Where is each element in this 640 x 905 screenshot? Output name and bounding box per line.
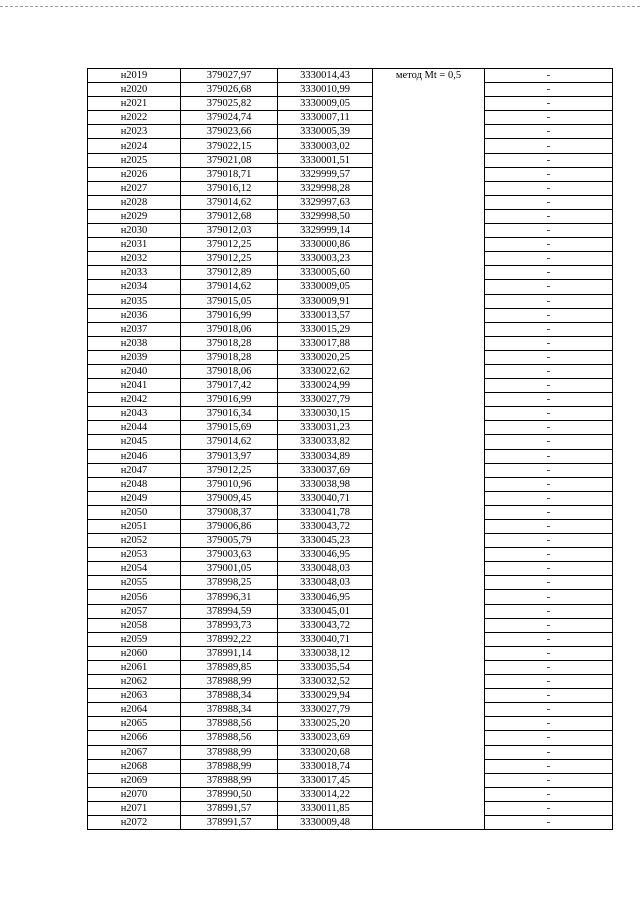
value-cell: - xyxy=(485,167,613,181)
value-cell: - xyxy=(485,731,613,745)
point-name-cell: н2025 xyxy=(88,153,181,167)
y-coordinate-cell: 3330007,11 xyxy=(278,111,373,125)
y-coordinate-cell: 3330043,72 xyxy=(278,618,373,632)
table-row xyxy=(88,717,613,731)
table-row xyxy=(88,745,613,759)
point-name-cell: н2030 xyxy=(88,224,181,238)
table-row xyxy=(88,590,613,604)
x-coordinate-cell: 378988,56 xyxy=(181,731,278,745)
table-row xyxy=(88,576,613,590)
y-coordinate-cell: 3330009,48 xyxy=(278,815,373,829)
table-row xyxy=(88,336,613,350)
point-name-cell: н2060 xyxy=(88,646,181,660)
table-row xyxy=(88,280,613,294)
y-coordinate-cell: 3330040,71 xyxy=(278,632,373,646)
value-cell: - xyxy=(485,815,613,829)
value-cell: - xyxy=(485,97,613,111)
y-coordinate-cell: 3330032,52 xyxy=(278,675,373,689)
value-cell: - xyxy=(485,618,613,632)
coordinates-table xyxy=(87,68,613,830)
y-coordinate-cell: 3330043,72 xyxy=(278,520,373,534)
value-cell: - xyxy=(485,477,613,491)
x-coordinate-cell: 379012,25 xyxy=(181,238,278,252)
table-row xyxy=(88,505,613,519)
x-coordinate-cell: 379018,71 xyxy=(181,167,278,181)
point-name-cell: н2027 xyxy=(88,181,181,195)
value-cell: - xyxy=(485,548,613,562)
y-coordinate-cell: 3330022,62 xyxy=(278,364,373,378)
coordinates-table-body xyxy=(88,69,613,830)
x-coordinate-cell: 379015,69 xyxy=(181,421,278,435)
y-coordinate-cell: 3330048,03 xyxy=(278,562,373,576)
point-name-cell: н2047 xyxy=(88,463,181,477)
y-coordinate-cell: 3330024,99 xyxy=(278,379,373,393)
y-coordinate-cell: 3330046,95 xyxy=(278,548,373,562)
table-row xyxy=(88,421,613,435)
value-cell: - xyxy=(485,393,613,407)
table-row xyxy=(88,83,613,97)
table-row xyxy=(88,181,613,195)
y-coordinate-cell: 3329998,50 xyxy=(278,209,373,223)
x-coordinate-cell: 379015,05 xyxy=(181,294,278,308)
point-name-cell: н2046 xyxy=(88,449,181,463)
x-coordinate-cell: 379024,74 xyxy=(181,111,278,125)
value-cell: - xyxy=(485,717,613,731)
point-name-cell: н2049 xyxy=(88,491,181,505)
point-name-cell: н2020 xyxy=(88,83,181,97)
x-coordinate-cell: 379006,86 xyxy=(181,520,278,534)
table-row xyxy=(88,379,613,393)
value-cell: - xyxy=(485,646,613,660)
y-coordinate-cell: 3330030,15 xyxy=(278,407,373,421)
value-cell: - xyxy=(485,153,613,167)
point-name-cell: н2040 xyxy=(88,364,181,378)
table-row xyxy=(88,787,613,801)
point-name-cell: н2022 xyxy=(88,111,181,125)
point-name-cell: н2044 xyxy=(88,421,181,435)
point-name-cell: н2024 xyxy=(88,139,181,153)
value-cell: - xyxy=(485,181,613,195)
y-coordinate-cell: 3330034,89 xyxy=(278,449,373,463)
y-coordinate-cell: 3330009,91 xyxy=(278,294,373,308)
point-name-cell: н2071 xyxy=(88,801,181,815)
table-row xyxy=(88,604,613,618)
x-coordinate-cell: 378989,85 xyxy=(181,660,278,674)
y-coordinate-cell: 3330015,29 xyxy=(278,322,373,336)
value-cell: - xyxy=(485,407,613,421)
x-coordinate-cell: 378993,73 xyxy=(181,618,278,632)
x-coordinate-cell: 378988,99 xyxy=(181,745,278,759)
point-name-cell: н2042 xyxy=(88,393,181,407)
value-cell: - xyxy=(485,379,613,393)
table-row xyxy=(88,520,613,534)
x-coordinate-cell: 378990,50 xyxy=(181,787,278,801)
y-coordinate-cell: 3330035,54 xyxy=(278,660,373,674)
value-cell: - xyxy=(485,590,613,604)
table-row xyxy=(88,195,613,209)
point-name-cell: н2045 xyxy=(88,435,181,449)
table-row xyxy=(88,632,613,646)
y-coordinate-cell: 3330000,86 xyxy=(278,238,373,252)
x-coordinate-cell: 378988,34 xyxy=(181,703,278,717)
table-row xyxy=(88,125,613,139)
value-cell: - xyxy=(485,562,613,576)
table-row xyxy=(88,209,613,223)
y-coordinate-cell: 3330027,79 xyxy=(278,393,373,407)
table-row xyxy=(88,449,613,463)
table-row xyxy=(88,322,613,336)
table-row xyxy=(88,675,613,689)
x-coordinate-cell: 379012,03 xyxy=(181,224,278,238)
point-name-cell: н2055 xyxy=(88,576,181,590)
value-cell: - xyxy=(485,520,613,534)
x-coordinate-cell: 379014,62 xyxy=(181,280,278,294)
value-cell: - xyxy=(485,252,613,266)
value-cell: - xyxy=(485,69,613,83)
table-row xyxy=(88,731,613,745)
point-name-cell: н2066 xyxy=(88,731,181,745)
point-name-cell: н2056 xyxy=(88,590,181,604)
y-coordinate-cell: 3330010,99 xyxy=(278,83,373,97)
value-cell: - xyxy=(485,83,613,97)
table-row xyxy=(88,266,613,280)
point-name-cell: н2058 xyxy=(88,618,181,632)
point-name-cell: н2072 xyxy=(88,815,181,829)
table-row xyxy=(88,773,613,787)
value-cell: - xyxy=(485,195,613,209)
x-coordinate-cell: 379012,25 xyxy=(181,252,278,266)
y-coordinate-cell: 3330041,78 xyxy=(278,505,373,519)
table-row xyxy=(88,534,613,548)
table-row xyxy=(88,69,613,83)
table-row xyxy=(88,463,613,477)
table-row xyxy=(88,562,613,576)
table-row xyxy=(88,294,613,308)
value-cell: - xyxy=(485,505,613,519)
x-coordinate-cell: 378992,22 xyxy=(181,632,278,646)
point-name-cell: н2029 xyxy=(88,209,181,223)
point-name-cell: н2052 xyxy=(88,534,181,548)
value-cell: - xyxy=(485,435,613,449)
table-row xyxy=(88,350,613,364)
y-coordinate-cell: 3329998,28 xyxy=(278,181,373,195)
x-coordinate-cell: 378998,25 xyxy=(181,576,278,590)
point-name-cell: н2067 xyxy=(88,745,181,759)
x-coordinate-cell: 378991,57 xyxy=(181,815,278,829)
table-row xyxy=(88,252,613,266)
x-coordinate-cell: 379001,05 xyxy=(181,562,278,576)
x-coordinate-cell: 378988,99 xyxy=(181,773,278,787)
value-cell: - xyxy=(485,238,613,252)
value-cell: - xyxy=(485,308,613,322)
x-coordinate-cell: 379017,42 xyxy=(181,379,278,393)
table-row xyxy=(88,703,613,717)
y-coordinate-cell: 3330046,95 xyxy=(278,590,373,604)
y-coordinate-cell: 3329999,14 xyxy=(278,224,373,238)
value-cell: - xyxy=(485,139,613,153)
x-coordinate-cell: 378994,59 xyxy=(181,604,278,618)
table-row xyxy=(88,646,613,660)
value-cell: - xyxy=(485,336,613,350)
x-coordinate-cell: 379005,79 xyxy=(181,534,278,548)
y-coordinate-cell: 3330013,57 xyxy=(278,308,373,322)
point-name-cell: н2043 xyxy=(88,407,181,421)
value-cell: - xyxy=(485,364,613,378)
y-coordinate-cell: 3330017,88 xyxy=(278,336,373,350)
y-coordinate-cell: 3330040,71 xyxy=(278,491,373,505)
x-coordinate-cell: 379016,99 xyxy=(181,308,278,322)
point-name-cell: н2064 xyxy=(88,703,181,717)
point-name-cell: н2061 xyxy=(88,660,181,674)
x-coordinate-cell: 378991,14 xyxy=(181,646,278,660)
y-coordinate-cell: 3330045,01 xyxy=(278,604,373,618)
x-coordinate-cell: 379009,45 xyxy=(181,491,278,505)
table-row xyxy=(88,167,613,181)
x-coordinate-cell: 379023,66 xyxy=(181,125,278,139)
y-coordinate-cell: 3330005,39 xyxy=(278,125,373,139)
point-name-cell: н2019 xyxy=(88,69,181,83)
point-name-cell: н2037 xyxy=(88,322,181,336)
table-row xyxy=(88,393,613,407)
value-cell: - xyxy=(485,576,613,590)
value-cell: - xyxy=(485,421,613,435)
table-row xyxy=(88,308,613,322)
point-name-cell: н2039 xyxy=(88,350,181,364)
value-cell: - xyxy=(485,801,613,815)
point-name-cell: н2036 xyxy=(88,308,181,322)
y-coordinate-cell: 3330009,05 xyxy=(278,97,373,111)
table-row xyxy=(88,364,613,378)
value-cell: - xyxy=(485,209,613,223)
value-cell: - xyxy=(485,266,613,280)
y-coordinate-cell: 3330003,02 xyxy=(278,139,373,153)
x-coordinate-cell: 378996,31 xyxy=(181,590,278,604)
table-row xyxy=(88,491,613,505)
point-name-cell: н2065 xyxy=(88,717,181,731)
x-coordinate-cell: 379022,15 xyxy=(181,139,278,153)
value-cell: - xyxy=(485,294,613,308)
x-coordinate-cell: 379018,06 xyxy=(181,322,278,336)
point-name-cell: н2069 xyxy=(88,773,181,787)
table-row xyxy=(88,548,613,562)
x-coordinate-cell: 379012,25 xyxy=(181,463,278,477)
point-name-cell: н2054 xyxy=(88,562,181,576)
value-cell: - xyxy=(485,322,613,336)
value-cell: - xyxy=(485,224,613,238)
point-name-cell: н2021 xyxy=(88,97,181,111)
x-coordinate-cell: 378988,56 xyxy=(181,717,278,731)
value-cell: - xyxy=(485,773,613,787)
table-row xyxy=(88,153,613,167)
table-row xyxy=(88,759,613,773)
table-row xyxy=(88,224,613,238)
x-coordinate-cell: 379018,06 xyxy=(181,364,278,378)
y-coordinate-cell: 3330025,20 xyxy=(278,717,373,731)
point-name-cell: н2053 xyxy=(88,548,181,562)
x-coordinate-cell: 379016,12 xyxy=(181,181,278,195)
y-coordinate-cell: 3330038,12 xyxy=(278,646,373,660)
value-cell: - xyxy=(485,604,613,618)
value-cell: - xyxy=(485,745,613,759)
y-coordinate-cell: 3330018,74 xyxy=(278,759,373,773)
x-coordinate-cell: 379003,63 xyxy=(181,548,278,562)
y-coordinate-cell: 3330009,05 xyxy=(278,280,373,294)
value-cell: - xyxy=(485,632,613,646)
x-coordinate-cell: 379010,96 xyxy=(181,477,278,491)
x-coordinate-cell: 378991,57 xyxy=(181,801,278,815)
point-name-cell: н2059 xyxy=(88,632,181,646)
point-name-cell: н2031 xyxy=(88,238,181,252)
point-name-cell: н2050 xyxy=(88,505,181,519)
point-name-cell: н2041 xyxy=(88,379,181,393)
value-cell: - xyxy=(485,787,613,801)
method-cell: метод Mt = 0,5 xyxy=(373,69,485,830)
value-cell: - xyxy=(485,491,613,505)
point-name-cell: н2032 xyxy=(88,252,181,266)
x-coordinate-cell: 379014,62 xyxy=(181,195,278,209)
y-coordinate-cell: 3330038,98 xyxy=(278,477,373,491)
table-row xyxy=(88,111,613,125)
value-cell: - xyxy=(485,534,613,548)
x-coordinate-cell: 379025,82 xyxy=(181,97,278,111)
y-coordinate-cell: 3330048,03 xyxy=(278,576,373,590)
point-name-cell: н2034 xyxy=(88,280,181,294)
point-name-cell: н2026 xyxy=(88,167,181,181)
point-name-cell: н2068 xyxy=(88,759,181,773)
y-coordinate-cell: 3330014,22 xyxy=(278,787,373,801)
point-name-cell: н2035 xyxy=(88,294,181,308)
x-coordinate-cell: 379018,28 xyxy=(181,350,278,364)
point-name-cell: н2057 xyxy=(88,604,181,618)
point-name-cell: н2033 xyxy=(88,266,181,280)
point-name-cell: н2048 xyxy=(88,477,181,491)
y-coordinate-cell: 3330037,69 xyxy=(278,463,373,477)
y-coordinate-cell: 3330017,45 xyxy=(278,773,373,787)
y-coordinate-cell: 3330011,85 xyxy=(278,801,373,815)
table-row xyxy=(88,477,613,491)
point-name-cell: н2062 xyxy=(88,675,181,689)
x-coordinate-cell: 379008,37 xyxy=(181,505,278,519)
x-coordinate-cell: 379016,34 xyxy=(181,407,278,421)
table-row xyxy=(88,618,613,632)
x-coordinate-cell: 379013,97 xyxy=(181,449,278,463)
table-row xyxy=(88,238,613,252)
table-row xyxy=(88,139,613,153)
x-coordinate-cell: 379021,08 xyxy=(181,153,278,167)
value-cell: - xyxy=(485,125,613,139)
x-coordinate-cell: 379016,99 xyxy=(181,393,278,407)
y-coordinate-cell: 3330001,51 xyxy=(278,153,373,167)
point-name-cell: н2070 xyxy=(88,787,181,801)
x-coordinate-cell: 379012,68 xyxy=(181,209,278,223)
y-coordinate-cell: 3330029,94 xyxy=(278,689,373,703)
y-coordinate-cell: 3330005,60 xyxy=(278,266,373,280)
table-row xyxy=(88,801,613,815)
y-coordinate-cell: 3330031,23 xyxy=(278,421,373,435)
y-coordinate-cell: 3330014,43 xyxy=(278,69,373,83)
table-row xyxy=(88,689,613,703)
x-coordinate-cell: 378988,99 xyxy=(181,759,278,773)
table-row xyxy=(88,815,613,829)
value-cell: - xyxy=(485,280,613,294)
table-row xyxy=(88,435,613,449)
x-coordinate-cell: 379027,97 xyxy=(181,69,278,83)
x-coordinate-cell: 379012,89 xyxy=(181,266,278,280)
top-scan-rule xyxy=(0,6,640,9)
value-cell: - xyxy=(485,660,613,674)
y-coordinate-cell: 3330027,79 xyxy=(278,703,373,717)
value-cell: - xyxy=(485,463,613,477)
table-row xyxy=(88,97,613,111)
x-coordinate-cell: 379014,62 xyxy=(181,435,278,449)
table-row xyxy=(88,660,613,674)
value-cell: - xyxy=(485,675,613,689)
y-coordinate-cell: 3330023,69 xyxy=(278,731,373,745)
x-coordinate-cell: 379018,28 xyxy=(181,336,278,350)
point-name-cell: н2028 xyxy=(88,195,181,209)
value-cell: - xyxy=(485,350,613,364)
value-cell: - xyxy=(485,689,613,703)
point-name-cell: н2051 xyxy=(88,520,181,534)
point-name-cell: н2023 xyxy=(88,125,181,139)
y-coordinate-cell: 3329997,63 xyxy=(278,195,373,209)
y-coordinate-cell: 3330003,23 xyxy=(278,252,373,266)
value-cell: - xyxy=(485,759,613,773)
table-row xyxy=(88,407,613,421)
x-coordinate-cell: 379026,68 xyxy=(181,83,278,97)
point-name-cell: н2038 xyxy=(88,336,181,350)
y-coordinate-cell: 3329999,57 xyxy=(278,167,373,181)
value-cell: - xyxy=(485,703,613,717)
point-name-cell: н2063 xyxy=(88,689,181,703)
x-coordinate-cell: 378988,99 xyxy=(181,675,278,689)
y-coordinate-cell: 3330033,82 xyxy=(278,435,373,449)
value-cell: - xyxy=(485,111,613,125)
x-coordinate-cell: 378988,34 xyxy=(181,689,278,703)
y-coordinate-cell: 3330020,68 xyxy=(278,745,373,759)
y-coordinate-cell: 3330020,25 xyxy=(278,350,373,364)
value-cell: - xyxy=(485,449,613,463)
y-coordinate-cell: 3330045,23 xyxy=(278,534,373,548)
